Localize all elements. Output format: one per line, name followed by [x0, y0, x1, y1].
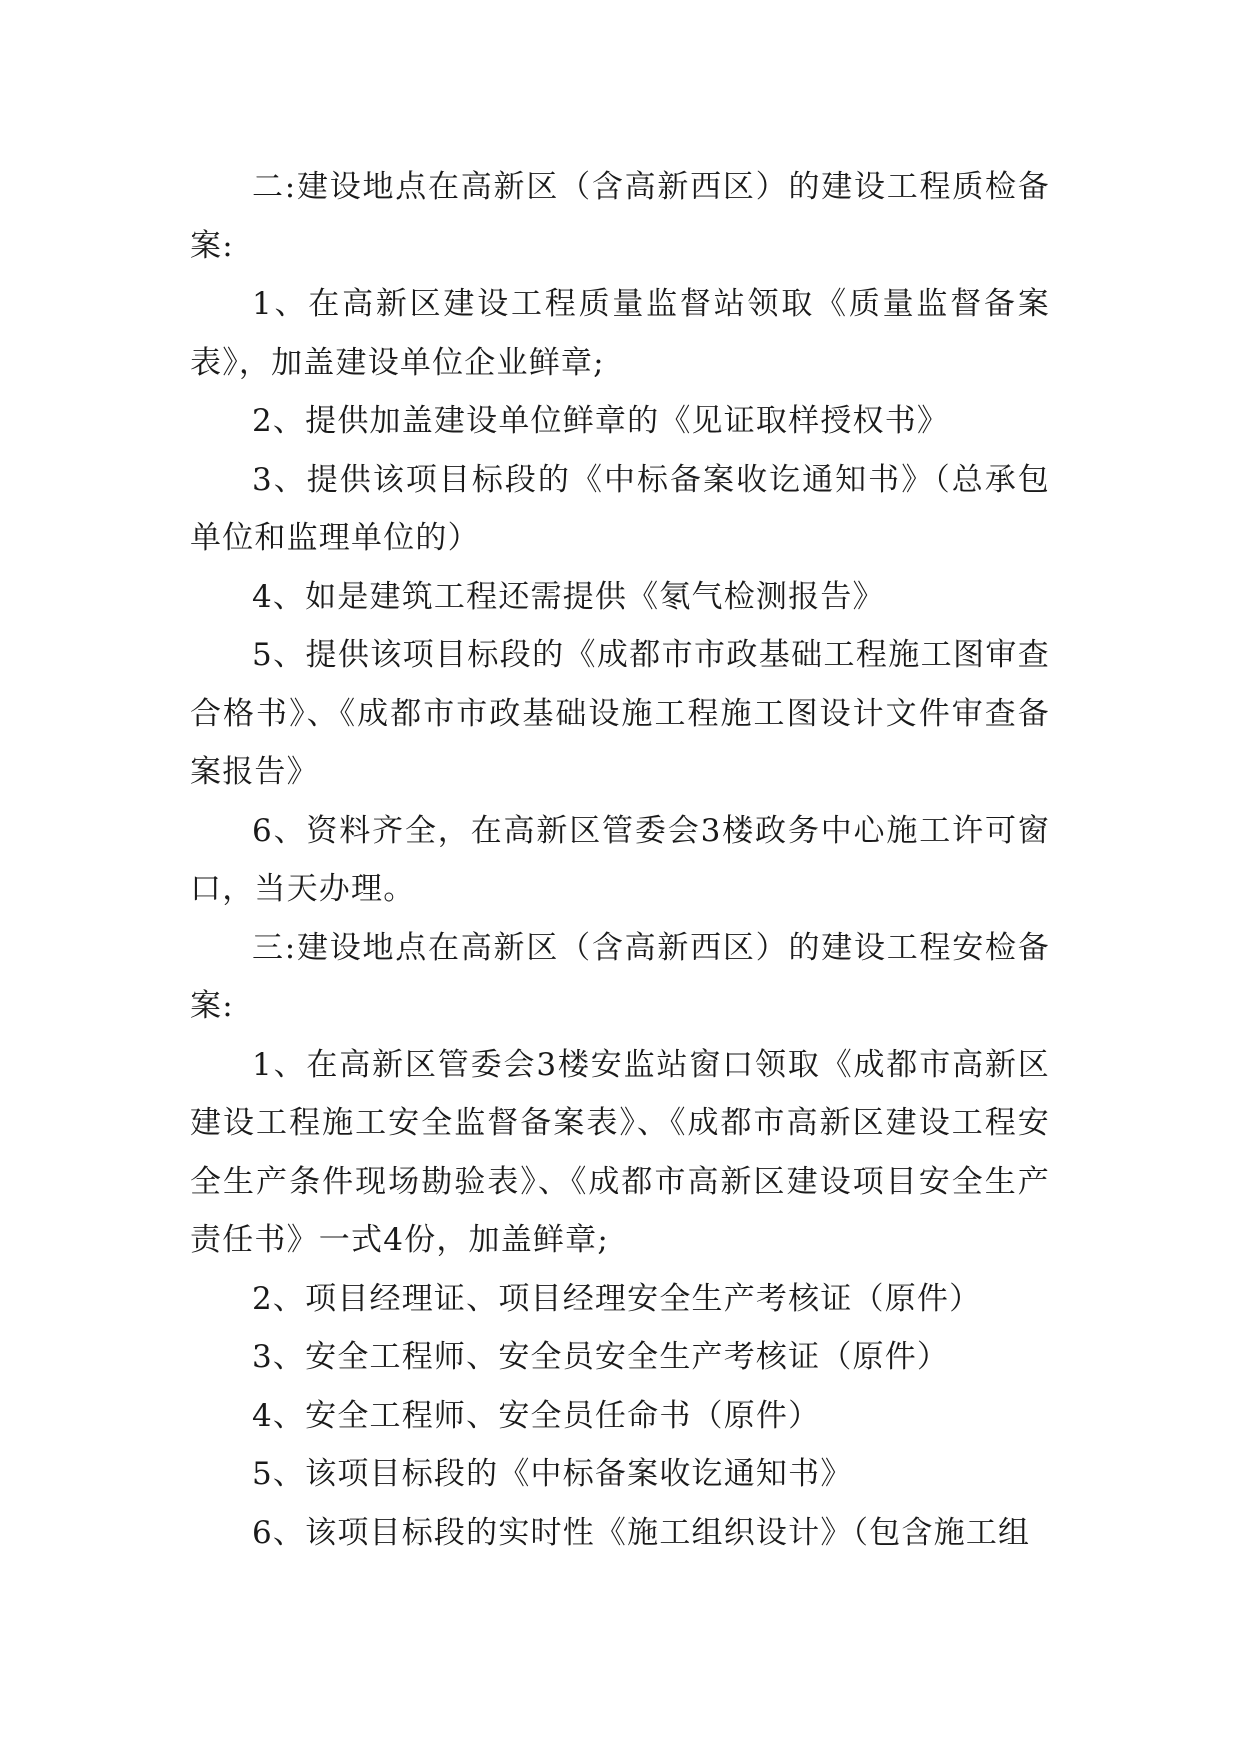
- section-heading-safety-filing: 三:建设地点在高新区（含高新西区）的建设工程安检备案:: [190, 929, 1050, 1024]
- list-item: 5、该项目标段的《中标备案收讫通知书》: [252, 1456, 853, 1492]
- list-item: 1、在高新区建设工程质量监督站领取《质量监督备案表》，加盖建设单位企业鲜章;: [190, 286, 1050, 381]
- list-item: 3、提供该项目标段的《中标备案收讫通知书》（总承包单位和监理单位的）: [190, 461, 1050, 556]
- list-item: 3、安全工程师、安全员安全生产考核证（原件）: [252, 1339, 950, 1375]
- list-item: 4、安全工程师、安全员任命书（原件）: [252, 1397, 821, 1434]
- list-item: 1、在高新区管委会3楼安监站窗口领取《成都市高新区建设工程施工安全监督备案表》、《成都市高新区建设工程安全生产条件现场勘验表》、《成都市高新区建设项目安全生产责任书》一式4份，加盖鲜章;: [190, 1046, 1050, 1258]
- list-item: 6、资料齐全，在高新区管委会3楼政务中心施工许可窗口，当天办理。: [190, 812, 1050, 907]
- list-item: 5、提供该项目标段的《成都市市政基础工程施工图审查合格书》、《成都市市政基础设施工程施工图设计文件审查备案报告》: [190, 637, 1050, 790]
- list-item: 6、该项目标段的实时性《施工组织设计》（包含施工组: [252, 1514, 1031, 1551]
- list-item: 2、项目经理证、项目经理安全生产考核证（原件）: [252, 1280, 982, 1317]
- document-body: [190, 158, 1050, 1562]
- list-item: 2、提供加盖建设单位鲜章的《见证取样授权书》: [252, 403, 950, 439]
- section-heading-quality-filing: 二:建设地点在高新区（含高新西区）的建设工程质检备案:: [190, 169, 1050, 264]
- list-item: 4、如是建筑工程还需提供《氡气检测报告》: [252, 578, 885, 615]
